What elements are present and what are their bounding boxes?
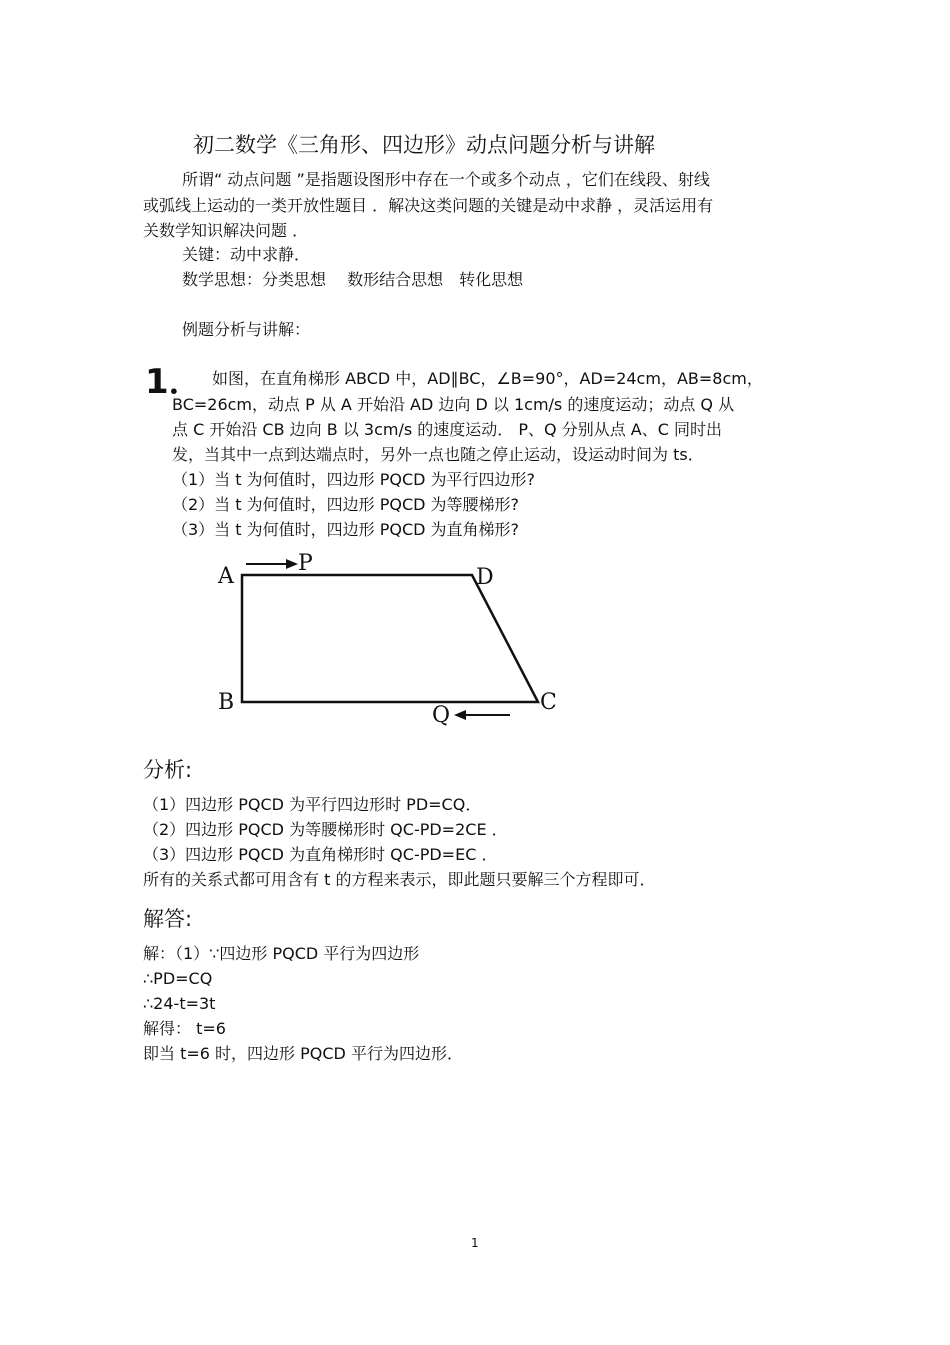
trapezoid-figure [210, 550, 570, 735]
trapezoid-abcd [242, 575, 538, 702]
examples-heading: 例题分析与讲解： [182, 320, 311, 339]
answer-line-4: 解得： t=6 [143, 1019, 226, 1038]
label-q: Q [432, 703, 451, 728]
intro-line-3: 关数学知识解决问题 ． [143, 221, 309, 240]
label-c: C [540, 690, 557, 715]
answer-line-2: ∴PD=CQ [143, 969, 213, 988]
answer-line-1: 解：（1）∵四边形 PQCD 平行为四边形 [143, 944, 420, 963]
question-3: （3）当 t 为何值时，四边形 PQCD 为直角梯形? [172, 520, 520, 539]
question-1: （1）当 t 为何值时，四边形 PQCD 为平行四边形? [172, 470, 536, 489]
label-d: D [476, 565, 494, 590]
arrow-p-head [286, 559, 298, 569]
answer-line-3: ∴24-t=3t [143, 994, 216, 1013]
label-b: B [218, 690, 235, 715]
question-2: （2）当 t 为何值时，四边形 PQCD 为等腰梯形? [172, 495, 520, 514]
answer-line-5: 即当 t=6 时，四边形 PQCD 平行为四边形． [143, 1044, 463, 1063]
page-title: 初二数学《三角形、四边形》动点问题分析与讲解 [193, 133, 655, 157]
analysis-line-1: （1）四边形 PQCD 为平行四边形时 PD=CQ． [143, 795, 482, 814]
arrow-q-head [454, 710, 466, 720]
analysis-heading: 分析: [143, 758, 193, 782]
analysis-line-4: 所有的关系式都可用含有 t 的方程来表示，即此题只要解三个方程即可． [143, 870, 656, 889]
problem-line-4: 发，当其中一点到达端点时，另外一点也随之停止运动，设运动时间为 ts． [172, 445, 704, 464]
problem-line-3: 点 C 开始沿 CB 边向 B 以 3cm/s 的速度运动． P、Q 分别从点 A、C 同时出 [172, 420, 722, 439]
analysis-line-3: （3）四边形 PQCD 为直角梯形时 QC-PD=EC ． [143, 845, 498, 864]
intro-line-2: 或弧线上运动的一类开放性题目 ．解决这类问题的关键是动中求静 ，灵活运用有 [143, 196, 714, 215]
page-number: 1 [471, 1236, 479, 1250]
problem-line-2: BC=26cm，动点 P 从 A 开始沿 AD 边向 D 以 1cm/s 的速度运动；动点 Q 从 [172, 395, 735, 414]
key-line: 关键：动中求静． [182, 245, 311, 264]
problem-line-1: 如图，在直角梯形 ABCD 中，AD∥BC，∠B=90°，AD=24cm，AB=8cm， [212, 369, 763, 388]
label-a: A [218, 564, 234, 589]
analysis-line-2: （2）四边形 PQCD 为等腰梯形时 QC-PD=2CE ． [143, 820, 508, 839]
answer-heading: 解答: [143, 907, 193, 931]
problem-number: 1． [145, 362, 203, 402]
thinking-line: 数学思想：分类思想 数形结合思想 转化思想 [182, 270, 524, 289]
intro-line-1: 所谓“ 动点问题 ”是指题设图形中存在一个或多个动点 ，它们在线段、射线 [182, 170, 710, 189]
label-p: P [298, 551, 313, 576]
